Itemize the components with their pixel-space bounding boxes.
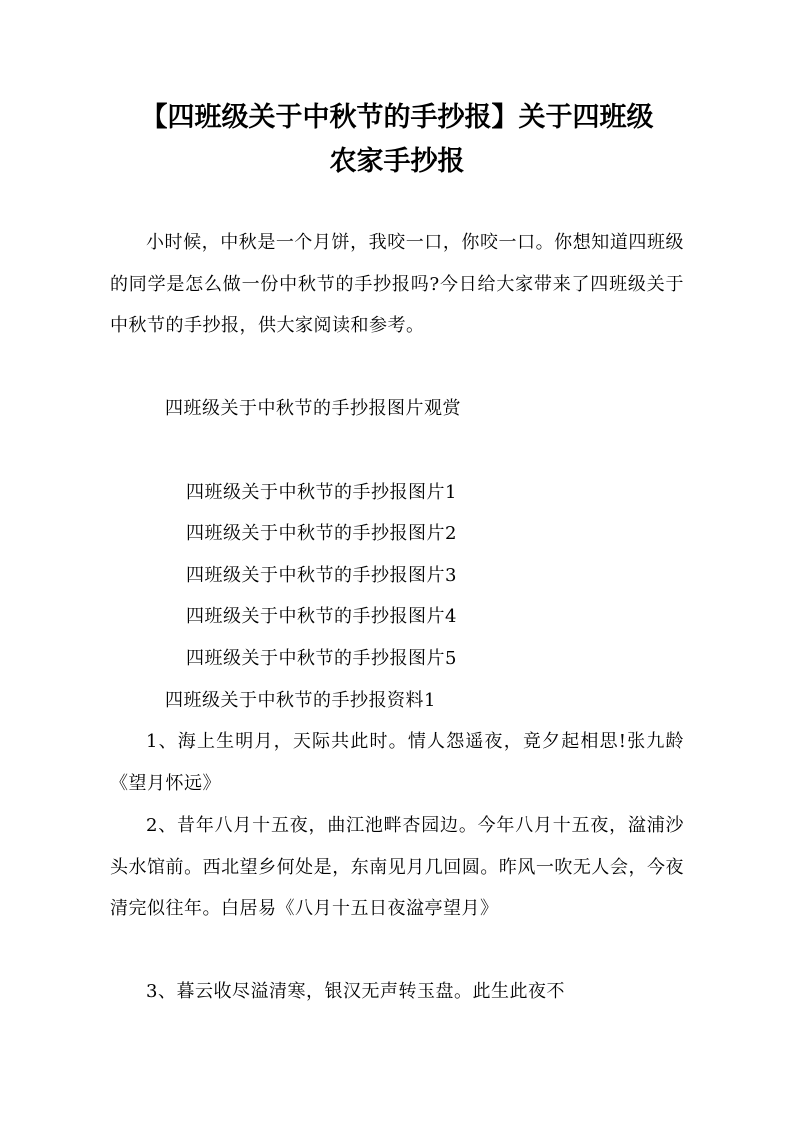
poem-paragraph-3: 3、暮云收尽溢清寒，银汉无声转玉盘。此生此夜不 xyxy=(146,981,565,1002)
title-line-2: 农家手抄报 xyxy=(329,146,465,177)
image-caption-1: 四班级关于中秋节的手抄报图片1 xyxy=(186,482,457,503)
document-title xyxy=(110,96,684,184)
image-caption-5: 四班级关于中秋节的手抄报图片5 xyxy=(186,648,457,669)
image-caption-4: 四班级关于中秋节的手抄报图片4 xyxy=(186,606,457,627)
intro-paragraph: 小时候，中秋是一个月饼，我咬一口，你咬一口。你想知道四班级的同学是怎么做一份中秋节的手抄报吗?今日给大家带来了四班级关于中秋节的手抄报，供大家阅读和参考。 xyxy=(110,232,684,337)
title-line-1: 【四班级关于中秋节的手抄报】关于四班级 xyxy=(140,102,654,133)
section-heading: 四班级关于中秋节的手抄报图片观赏 xyxy=(165,398,461,419)
image-caption-3: 四班级关于中秋节的手抄报图片3 xyxy=(186,565,457,586)
poem-paragraph-2: 2、昔年八月十五夜，曲江池畔杏园边。今年八月十五夜，湓浦沙头水馆前。西北望乡何处是，东南见月几回圆。昨风一吹无人会，今夜清完似往年。白居易《八月十五日夜湓亭望月》 xyxy=(110,815,684,920)
resource-heading: 四班级关于中秋节的手抄报资料1 xyxy=(165,690,436,711)
poem-paragraph-1: 1、海上生明月，天际共此时。情人怨遥夜，竟夕起相思!张九龄《望月怀远》 xyxy=(110,731,684,794)
image-caption-2: 四班级关于中秋节的手抄报图片2 xyxy=(186,523,457,544)
